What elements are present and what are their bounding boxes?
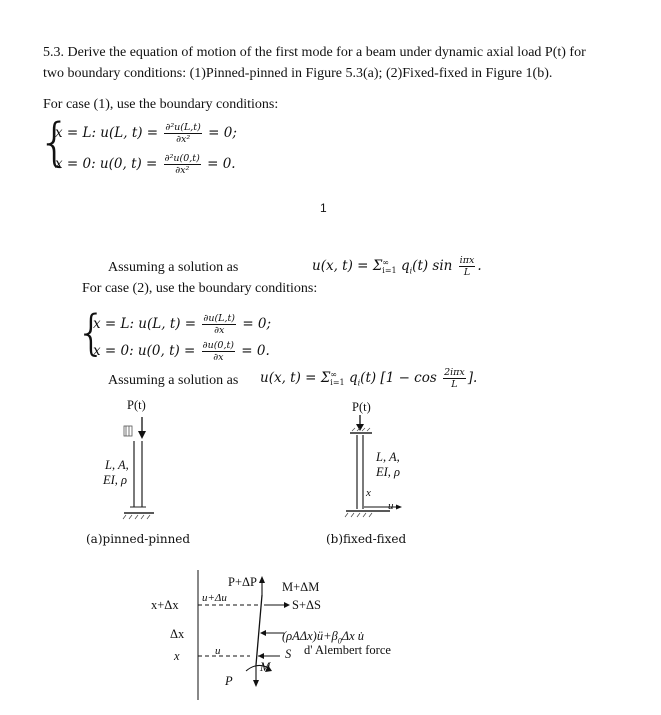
solution2-frac-num: 2iπx [444,367,465,378]
solution1-formula [312,255,482,278]
case2-eq1-lhs: x = L: u(L, t) = [93,316,197,332]
figure-b-load: P(t) [352,400,371,414]
solution2-sum-sup: ∞ [330,369,337,379]
case1-eq2-lhs: x = 0: u(0, t) = [55,156,158,172]
case2-eq2-num: ∂u(0,t) [202,340,234,351]
case1-eq2-num: ∂²u(0,t) [164,153,200,164]
solution2-formula-mid: (t) [1 − cos [360,370,437,386]
solution2-formula-lhs: u(x, t) = Σ [260,370,331,386]
solution2-formula-tail: ]. [467,370,478,386]
figure-b-x-label: x [366,487,371,499]
figure-b-hatch [345,513,372,517]
element-dalembert: d' Alembert force [304,643,391,657]
figure-a-arrowhead [138,431,146,439]
element-inertia-tail: Δx u̇ [341,629,365,643]
case1-eq1-num: ∂²u(L,t) [165,122,201,133]
case2-intro: For case (2), use the boundary conditions: [82,281,318,296]
figure-a-caption: (a)pinned-pinned [86,532,191,546]
solution2-q: q [348,370,358,386]
element-p-top: P+ΔP [228,575,257,589]
solution1-frac-num: iπx [459,255,475,266]
problem-line-1: 5.3. Derive the equation of motion of the first mode for a beam under dynamic axial load P(t) for [43,45,586,60]
case1-intro: For case (1), use the boundary conditions: [43,97,279,112]
figure-b-caption: (b)fixed-fixed [326,532,407,546]
case2-eq1 [93,313,271,336]
element-u: u [215,645,221,657]
case1-eq1-rhs: = 0; [208,125,237,141]
element-dx: Δx [170,627,185,641]
case1-eq1-lhs: x = L: u(L, t) = [55,125,159,141]
case1-eq1-den: ∂x² [176,134,191,145]
solution1-frac-den: L [463,267,471,278]
element-u-du: u+Δu [202,592,227,604]
figure-b-props-2: EI, ρ [376,465,401,479]
case1-brace: { [38,113,72,173]
figure-b-props-1: L, A, [376,450,400,464]
solution1-formula-lhs: u(x, t) = Σ [312,258,383,274]
case2-eq2-rhs: = 0. [241,343,270,359]
figure-b-u-label: u [388,500,394,512]
solution1-sum-sub: i=1 [382,265,397,275]
solution2-text: Assuming a solution as [108,373,239,388]
element-x-dx: x+Δx [151,598,179,612]
element-inertia-text: (ρAΔx)ü+β [282,629,338,643]
case2-brace: { [76,305,107,361]
solution2-sum-sub: i=1 [330,377,345,387]
solution2-frac-den: L [451,379,458,390]
solution1-sum-sup: ∞ [382,257,389,267]
case1-eq1 [55,122,237,145]
figure-a-hatch [123,515,150,519]
solution1-dot: . [477,258,482,274]
solution1-text: Assuming a solution as [108,260,239,275]
case2-eq1-num: ∂u(L,t) [203,313,236,324]
case1-eq2 [55,153,236,176]
solution1-formula-tail: (t) sin [412,258,453,274]
element-s: S [285,647,292,661]
figure-a-props-2: EI, ρ [103,473,128,487]
case2-eq1-rhs: = 0; [242,316,272,332]
element-m-top: M+ΔM [282,580,320,594]
figure-a-top-support [124,426,132,436]
solution2-q-sub: i [357,378,361,388]
element-m: M [260,660,271,674]
figure-b-u-arrowhead [396,505,402,510]
element-s-ds: S+ΔS [292,598,321,612]
figure-a-load: P(t) [127,398,146,412]
solution1-q-sub: i [409,266,413,276]
element-p: P [225,674,233,688]
case1-eq2-rhs: = 0. [207,156,236,172]
case2-eq1-den: ∂x [214,325,225,336]
case2-eq2-den: ∂x [213,352,224,363]
solution2-formula [260,367,477,390]
figure-a-props-1: L, A, [105,458,129,472]
case2-eq2 [93,340,270,363]
problem-line-2: two boundary conditions: (1)Pinned-pinned in Figure 5.3(a); (2)Fixed-fixed in Figure 1(b). [43,66,553,81]
element-beta-sub: 0 [337,636,342,646]
page-number: 1 [320,201,327,215]
case2-eq2-lhs: x = 0: u(0, t) = [93,343,196,359]
case1-eq2-den: ∂x² [175,165,190,176]
element-x: x [174,649,180,663]
solution1-q: q [400,258,410,274]
